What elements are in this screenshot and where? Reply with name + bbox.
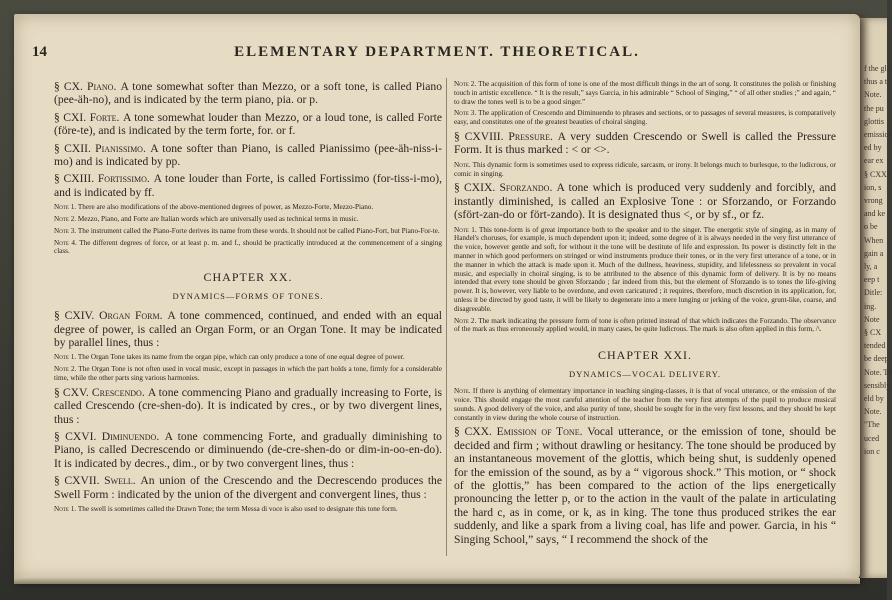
section-term: Swell.	[104, 474, 141, 488]
note-label: Note 3.	[454, 109, 479, 118]
section-paragraph	[454, 130, 836, 157]
next-page-fragment: gain a	[864, 248, 884, 258]
next-page-fragment: o be	[864, 222, 878, 232]
note-label: Note 1.	[54, 353, 78, 362]
section-number: § CXVIII.	[454, 129, 509, 143]
next-page-fragment: the pu	[864, 103, 884, 113]
section-text: Vocal utterance, or the emission of tone, should be decided and firm ; without drawling or hesitancy. The tone should be produced by an instantaneous movement of the glottis, which being shut, is suddenly opened for the emission of the sound, as by a “ vigorous shock.” This motion, or “ shock of the glottis,” has been compared to the action of the lips energetically pronouncing the letter p, or to the action in the vault of the palate in articulating the hard c, as in come, or k, as in king. The tone thus produced strikes the ear suddenly, and like a spark from a living coal, has life and power. Garcia, in his “ Singing School,” says, “ I recommend the shock of the	[454, 425, 836, 546]
section-term: Sforzando.	[499, 181, 557, 195]
section-number: § CX.	[54, 80, 87, 93]
next-page-fragment: Note.	[864, 407, 882, 417]
next-page-edge	[860, 18, 892, 578]
next-page-fragment: sensibly	[864, 380, 891, 390]
next-page-text	[860, 18, 892, 458]
note-text: The Organ Tone is not often used in vocal music, except in passages in which the part holds a tone, firmly for a considerable time, while the other parts sing various harmonies.	[54, 365, 442, 383]
section-paragraph	[54, 309, 442, 349]
section-number: § CXV.	[54, 385, 92, 399]
next-page-fragment: ly, a	[864, 262, 878, 272]
next-page-fragment: Note.	[864, 90, 882, 100]
section-paragraph	[54, 142, 442, 169]
note-text: This tone-form is of great importance both to the speaker and to the singer. The energetic style of singing, as in many of Handel's choruses, for example, is much dependent upon it; indeed, some degree of it is always needed in the very first utterance of the voice, however gentle and soft, for without it the tone will be destitute of life and expression. Its power is distinctly felt in the manner in which good performers on stringed or wind instruments produce their tones, or in the very first utterance of a tone, or in the manner in which the attack is made upon it. Much of the dullness, heaviness, stupidity, and lifelessness so prevalent in vocal music, and especially in choiral singing, is to be attributed to the absence of this dynamic form of delivery. It is by no means intended that every tone should be given Sforzando ; far indeed from this, but the element of Sforzando is to tones the life-giving power. It is, however, very liable to be overdone, and even caricatured ; it requires, therefore, much discretion in its application, for, unless it be directed by good taste, it will be likely to degenerate into a mere lunging or jerking of the voice, grunt-like, coarse, and disagreeable.	[454, 225, 836, 313]
section-term: Pianissimo.	[95, 141, 151, 155]
left-column	[54, 80, 442, 517]
note-text: This dynamic form is sometimes used to express ridicule, sarcasm, or irony. It belongs much to burlesque, to the ludicrous, or comic in singing.	[454, 160, 836, 178]
footnote	[454, 80, 836, 106]
section-number: § CXIV.	[54, 309, 100, 323]
note-label: Note.	[454, 387, 473, 396]
running-head: ELEMENTARY DEPARTMENT. THEORETICAL.	[234, 44, 640, 60]
note-label: Note 2.	[54, 215, 78, 224]
section-list	[54, 309, 442, 349]
next-page-fragment: ear ex	[864, 156, 884, 166]
next-page-fragment: When	[864, 235, 884, 245]
next-page-fragment: ion, s	[864, 182, 882, 192]
section-text: A very sudden Crescendo or Swell is called the Pressure Form. It is thus marked : < or <>.	[454, 129, 836, 157]
column-divider	[446, 78, 447, 556]
section-text: A tone commencing Piano and gradually increasing to Forte, is called Crescendo (cre-shen-do). It is indicated by cres., or by two divergent lines, thus :	[54, 385, 442, 426]
note-text: The acquisition of this form of tone is one of the most difficult things in the art of song. It constitutes the polish or finishing touch in artistic excellence. “ It is the result,” says Garcia, in his admirable “ School of Singing,” “ of all other studies ;” and again, “ to draw the tones well is to be a good singer.”	[454, 80, 836, 106]
page-stack-edge	[14, 578, 860, 584]
note-label: Note 2.	[54, 365, 79, 374]
section-text: A tone louder than Forte, is called Fortissimo (for-tiss-i-mo), and is indicated by ff.	[54, 172, 443, 199]
note-label: Note 3.	[54, 226, 78, 235]
section-text: A tone commenced, continued, and ended with an equal degree of power, is called an Organ Form, or an Organ Tone. It may be indicated by parallel lines, thus :	[54, 309, 442, 350]
section-term: Diminuendo.	[101, 430, 165, 444]
section-number: § CXI.	[54, 110, 90, 124]
section-term: Emission of Tone.	[496, 425, 588, 439]
next-page-fragment: be deep	[864, 354, 889, 364]
section-term: Fortissimo.	[97, 172, 154, 186]
next-page-fragment: ing.	[864, 301, 877, 311]
note-label: Note 4.	[54, 238, 80, 247]
next-page-fragment: emission	[864, 130, 892, 140]
next-page-fragment: eep t	[864, 275, 880, 285]
section-number: § CXVI.	[54, 430, 102, 444]
note-text: The instrument called the Piano-Forte derives its name from these words. It should not be called Piano-Fort, but Piano-For-te.	[77, 226, 440, 235]
section-paragraph	[454, 181, 836, 221]
note-text: The mark indicating the pressure form of tone is often printed instead of that which indicates the Forzando. The observance of the mark as thus erroneously applied would, in many cases, be quite ludicrous. The mark is also often applied in this form, /\.	[454, 316, 836, 334]
next-page-fragment: glottis	[864, 116, 885, 126]
next-page-fragment: thus a t	[864, 77, 888, 87]
section-number: § CXX.	[454, 425, 497, 439]
section-list	[454, 181, 836, 221]
note-text: The application of Crescendo and Diminuendo to phrases and sections, or to passages of several measures, is comparatively easy, and constitutes one of the greatest beauties of choiral singing.	[454, 109, 836, 127]
section-number: § CXII.	[54, 141, 96, 155]
section-list	[54, 80, 442, 199]
section-text: A tone commencing Forte, and gradually diminishing to Piano, is called Decrescendo or diminuendo (de-cre-shen-do or dim-in-oo-en-do). It is indicated by decres., dim., or by two convergent lines, thus :	[54, 430, 442, 470]
note-label: Note 1.	[454, 225, 480, 234]
note-text: If there is anything of elementary importance in teaching singing-classes, it is that of vocal utterance, or the emission of the voice. This should engage the most careful attention of the teacher from the very first attempts of the pupil to produce musical sounds. A good delivery of the voice, and also purity of tone, should be sought for in the very first lessons, and they should be kept constantly in view during the whole course of instruction.	[454, 387, 836, 422]
footnote	[454, 317, 836, 335]
next-page-fragment: § CXXI	[864, 169, 890, 179]
chapter-subtitle: DYNAMICS—FORMS OF TONES.	[172, 291, 324, 302]
notes-block	[454, 161, 836, 179]
notes-block	[54, 505, 442, 514]
chapter-subtitle: DYNAMICS—VOCAL DELIVERY.	[569, 369, 721, 380]
book-page	[14, 14, 860, 580]
chapter-heading: CHAPTER XX.	[203, 270, 293, 285]
section-list	[454, 130, 836, 157]
note-text: The Organ Tone takes its name from the organ pipe, which can only produce a tone of one equal degree of power.	[77, 353, 405, 362]
section-list	[454, 425, 836, 546]
chapter-heading: CHAPTER XXI.	[597, 348, 692, 363]
next-page-fragment: "The	[864, 420, 880, 430]
note-text: The different degrees of force, or at least p. m. and f., should be practically introduced at the commencement of a singing class.	[54, 238, 442, 256]
note-label: Note.	[454, 160, 473, 169]
notes-block	[54, 353, 442, 382]
section-term: Piano.	[87, 80, 121, 93]
section-number: § CXIII.	[54, 172, 98, 186]
section-number: § CXIX.	[454, 181, 500, 195]
footnote	[454, 387, 836, 422]
section-paragraph	[454, 425, 836, 546]
next-page-fragment: vrong	[864, 196, 883, 206]
footnote	[54, 203, 442, 212]
section-paragraph	[54, 474, 442, 501]
page-number: 14	[32, 44, 47, 60]
section-number: § CXVII.	[54, 474, 105, 488]
note-label: Note 1.	[54, 203, 78, 212]
next-page-fragment: f the glo	[864, 64, 891, 73]
next-page-fragment: tended	[864, 341, 886, 351]
section-text: A tone somewhat softer than Mezzo, or a soft tone, is called Piano (pee-äh-no), and is indicated by the term piano, pia. or p.	[54, 80, 442, 107]
notes-block	[54, 203, 442, 256]
notes-block	[454, 80, 836, 127]
page-header	[32, 44, 842, 64]
section-text: A tone somewhat louder than Mezzo, or a loud tone, is called Forte (före-te), and is indicated by the term forte, for. or f.	[54, 110, 442, 138]
section-paragraph	[54, 111, 442, 138]
note-label: Note 2.	[454, 316, 479, 325]
note-text: Mezzo, Piano, and Forte are Italian words which are universally used as technical terms in music.	[77, 215, 359, 224]
next-page-fragment: Note. Th	[864, 367, 892, 377]
notes-block	[454, 387, 836, 422]
next-page-fragment: and ke	[864, 209, 886, 219]
right-column	[454, 80, 836, 550]
section-paragraph	[54, 386, 442, 426]
section-term: Forte.	[89, 110, 123, 124]
note-text: There are also modifications of the above-mentioned degrees of power, as Mezzo-Forte, Mezzo-Piano.	[77, 203, 374, 212]
next-page-fragment: Ditle:	[864, 288, 883, 298]
section-list	[54, 386, 442, 501]
next-page-fragment: ed by	[864, 143, 882, 153]
next-page-fragment: § CX	[864, 328, 882, 338]
footnote	[454, 226, 836, 314]
note-text: The swell is sometimes called the Drawn Tone; the term Messa di voce is also used to designate this tone form.	[77, 505, 398, 514]
section-paragraph	[54, 80, 442, 107]
note-label: Note 1.	[54, 505, 78, 514]
next-page-fragment: ion c	[864, 446, 880, 456]
section-term: Pressure.	[508, 129, 558, 143]
next-page-fragment: uced	[864, 433, 880, 443]
footnote	[54, 227, 442, 236]
section-text: A tone which is produced very suddenly and forcibly, and instantly diminished, is called an Explosive Tone : or Sforzando, or Forzando (sfört-zan-do or fört-zando). It is designated thus <, or by sf., or fz.	[454, 181, 836, 222]
footnote	[54, 239, 442, 257]
notes-block	[454, 226, 836, 335]
note-label: Note 2.	[454, 80, 479, 88]
footnote	[454, 109, 836, 127]
section-paragraph	[54, 172, 442, 199]
footnote	[54, 215, 442, 224]
footnote	[54, 353, 442, 362]
section-term: Organ Form.	[99, 309, 168, 323]
footnote	[54, 365, 442, 383]
section-text: An union of the Crescendo and the Decrescendo produces the Swell Form : indicated by the union of the divergent and convergent lines, thus :	[54, 474, 442, 501]
section-text: A tone softer than Piano, is called Pianissimo (pee-äh-niss-i-mo) and is indicated by pp.	[54, 141, 442, 169]
footnote	[454, 161, 836, 179]
section-term: Crescendo.	[91, 385, 148, 399]
section-paragraph	[54, 430, 442, 470]
next-page-fragment: Note	[864, 314, 880, 324]
footnote	[54, 505, 442, 514]
next-page-fragment: eld by	[864, 394, 884, 404]
